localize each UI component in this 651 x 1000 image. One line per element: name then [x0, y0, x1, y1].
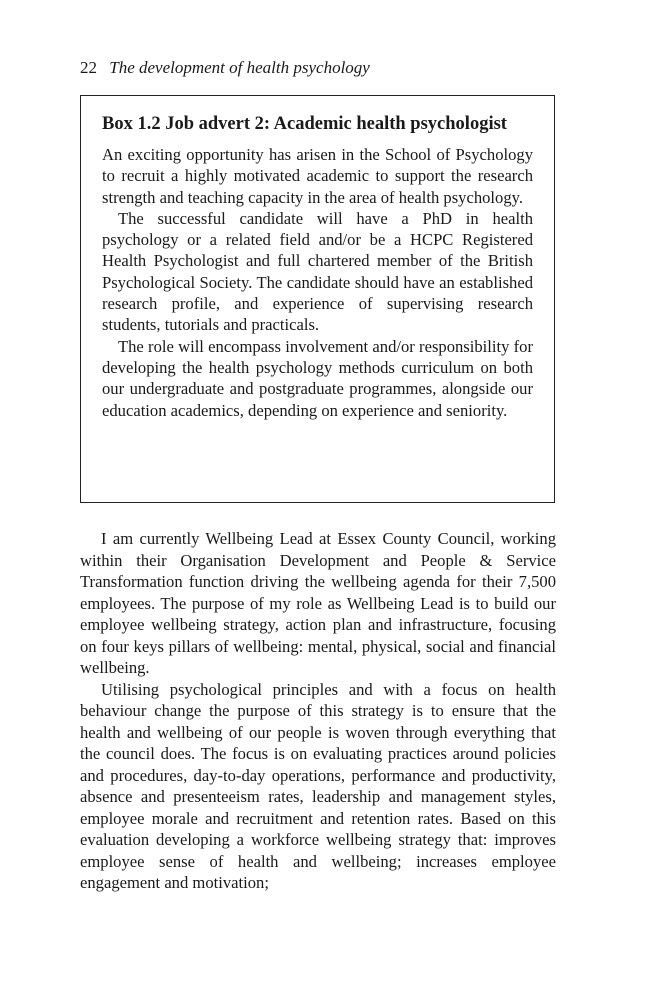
body-paragraph-1: I am currently Wellbeing Lead at Essex County Council, working within their Organisation Development and People & Service Transformation function driving the wellbeing agenda for their 7,500 employees. The purpose of my role as Wellbeing Lead is to build our employee wellbeing strategy, action plan and infrastructure, focusing on four keys pillars of wellbeing: mental, physical, social and financial wellbeing. — [80, 529, 556, 677]
page-number: 22 — [80, 58, 97, 77]
box-title: Box 1.2 Job advert 2: Academic health psychologist — [102, 114, 507, 134]
running-header — [80, 56, 370, 80]
job-advert-box — [80, 95, 555, 503]
box-paragraph-1: An exciting opportunity has arisen in the School of Psychology to recruit a highly motivated academic to support the research strength and teaching capacity in the area of health psychology. — [102, 145, 533, 207]
body-paragraph-2: Utilising psychological principles and with a focus on health behaviour change the purpose of this strategy is to ensure that the health and wellbeing of our people is woven through everything that the council does. The focus is on evaluating practices around policies and procedures, day-to-day operations, performance and productivity, absence and presenteeism rates, leadership and management styles, employee morale and recruitment and retention rates. Based on this evaluation developing a workforce wellbeing strategy that: improves employee sense of health and wellbeing; increases employee engagement and motivation; — [80, 679, 556, 892]
body-text — [80, 528, 556, 894]
chapter-title: The development of health psychology — [109, 58, 370, 77]
box-paragraph-2: The successful candidate will have a PhD in health psychology or a related field and/or be a HCPC Registered Health Psychologist and full chartered member of the British Psychological Society. The candidate should have an established research profile, and experience of supervising research students, tutorials and practicals. — [102, 208, 533, 335]
box-paragraph-3: The role will encompass involvement and/or responsibility for developing the health psychology methods curriculum on both our undergraduate and postgraduate programmes, alongside our education academics, depending on experience and seniority. — [102, 336, 533, 420]
